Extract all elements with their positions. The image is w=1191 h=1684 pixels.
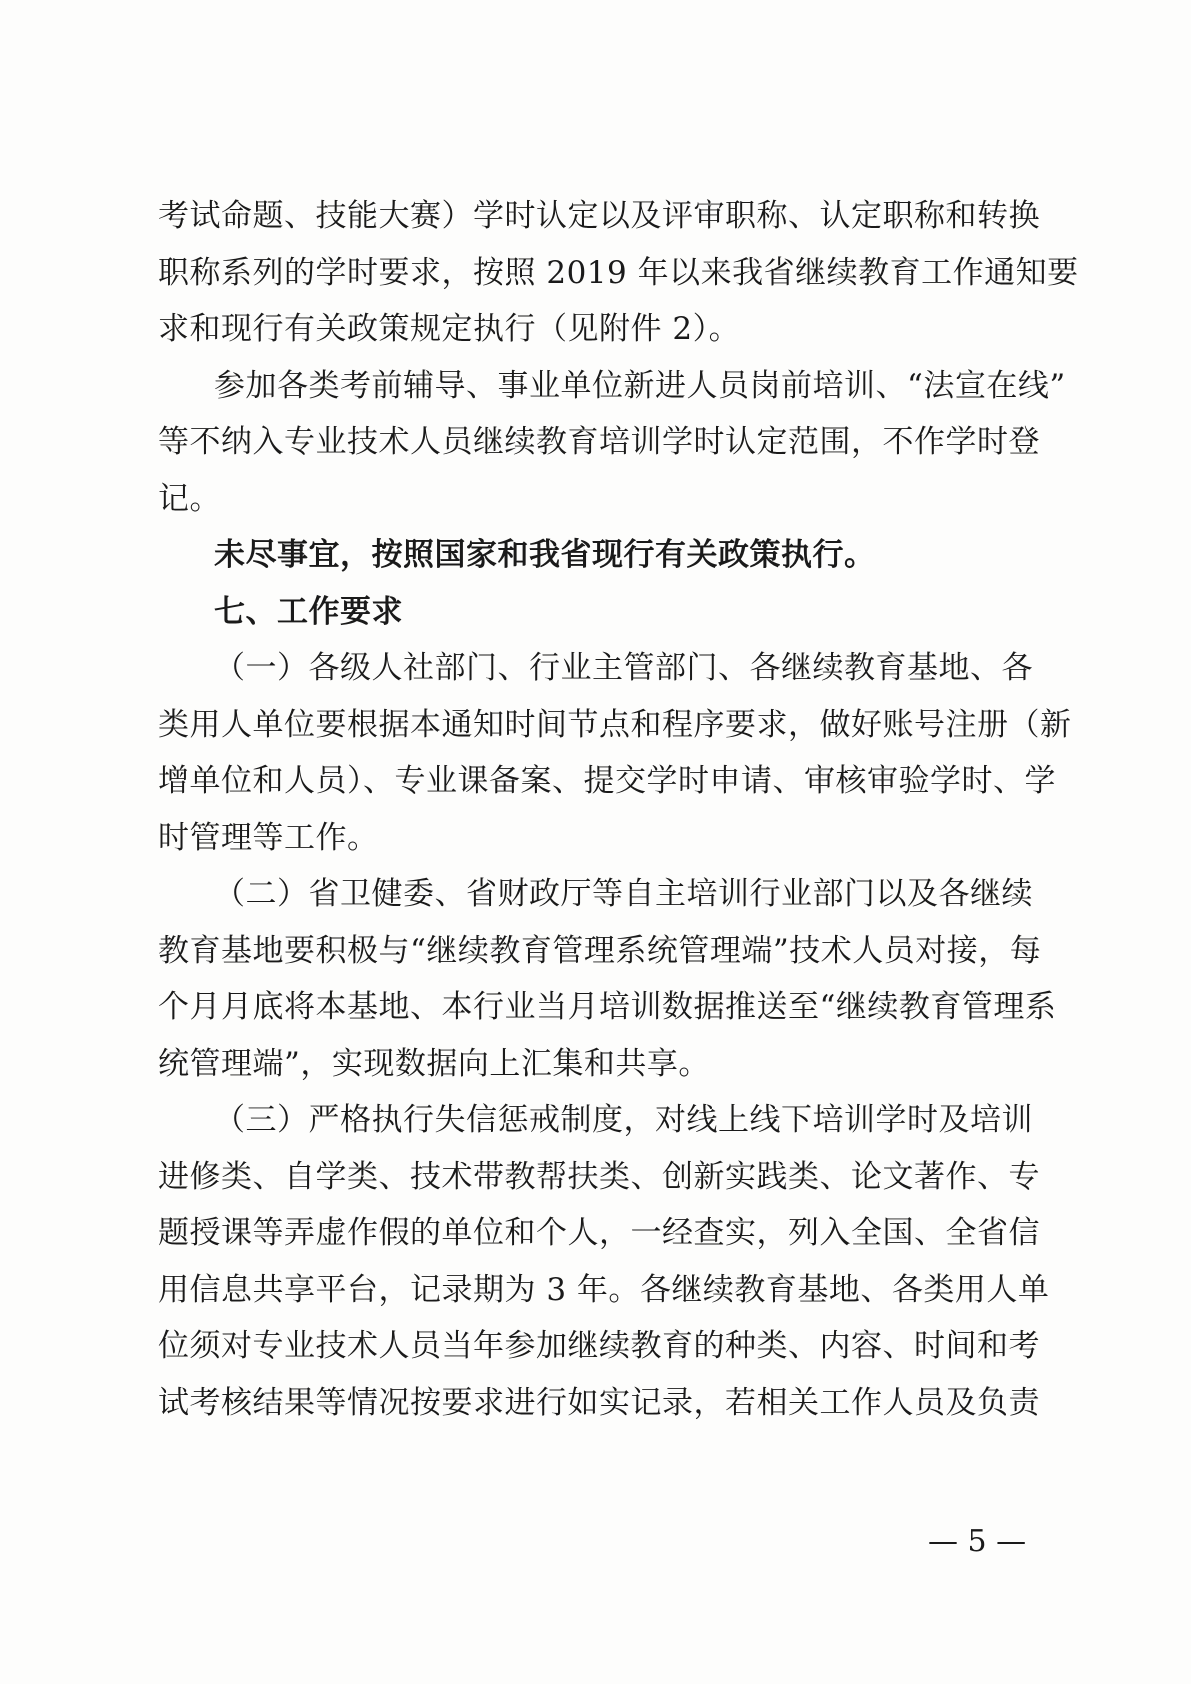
- page-number: — 5 —: [928, 1524, 1027, 1559]
- text-line-18: 进修类、自学类、技术带教帮扶类、创新实践类、论文著作、专: [158, 1159, 1040, 1195]
- text-line-20: 用信息共享平台，记录期为 3 年。各继续教育基地、各类用人单: [158, 1272, 1050, 1308]
- text-line-14: 教育基地要积极与“继续教育管理系统管理端”技术人员对接，每: [158, 933, 1042, 969]
- text-line-6: 记。: [158, 481, 221, 517]
- section-heading: 七、工作要求: [214, 594, 403, 630]
- text-line-16: 统管理端”，实现数据向上汇集和共享。: [158, 1046, 710, 1082]
- text-line-12: 时管理等工作。: [158, 820, 379, 856]
- text-line-7: 未尽事宜，按照国家和我省现行有关政策执行。: [214, 537, 876, 573]
- text-line-21: 位须对专业技术人员当年参加继续教育的种类、内容、时间和考: [158, 1328, 1040, 1364]
- text-line-1: 考试命题、技能大赛）学时认定以及评审职称、认定职称和转换: [158, 198, 1040, 234]
- text-line-17: （三）严格执行失信惩戒制度，对线上线下培训学时及培训: [214, 1102, 1033, 1138]
- text-line-19: 题授课等弄虚作假的单位和个人，一经查实，列入全国、全省信: [158, 1215, 1040, 1251]
- text-line-4: 参加各类考前辅导、事业单位新进人员岗前培训、“法宣在线”: [214, 368, 1066, 404]
- text-line-9: （一）各级人社部门、行业主管部门、各继续教育基地、各: [214, 650, 1033, 686]
- text-line-22: 试考核结果等情况按要求进行如实记录，若相关工作人员及负责: [158, 1385, 1040, 1421]
- text-line-13: （二）省卫健委、省财政厅等自主培训行业部门以及各继续: [214, 876, 1033, 912]
- text-line-3: 求和现行有关政策规定执行（见附件 2）。: [158, 311, 741, 347]
- text-line-11: 增单位和人员）、专业课备案、提交学时申请、审核审验学时、学: [158, 763, 1056, 799]
- text-line-5: 等不纳入专业技术人员继续教育培训学时认定范围，不作学时登: [158, 424, 1040, 460]
- text-line-2: 职称系列的学时要求，按照 2019 年以来我省继续教育工作通知要: [158, 255, 1079, 291]
- text-line-10: 类用人单位要根据本通知时间节点和程序要求，做好账号注册（新: [158, 707, 1072, 743]
- text-line-15: 个月月底将本基地、本行业当月培训数据推送至“继续教育管理系: [158, 989, 1057, 1025]
